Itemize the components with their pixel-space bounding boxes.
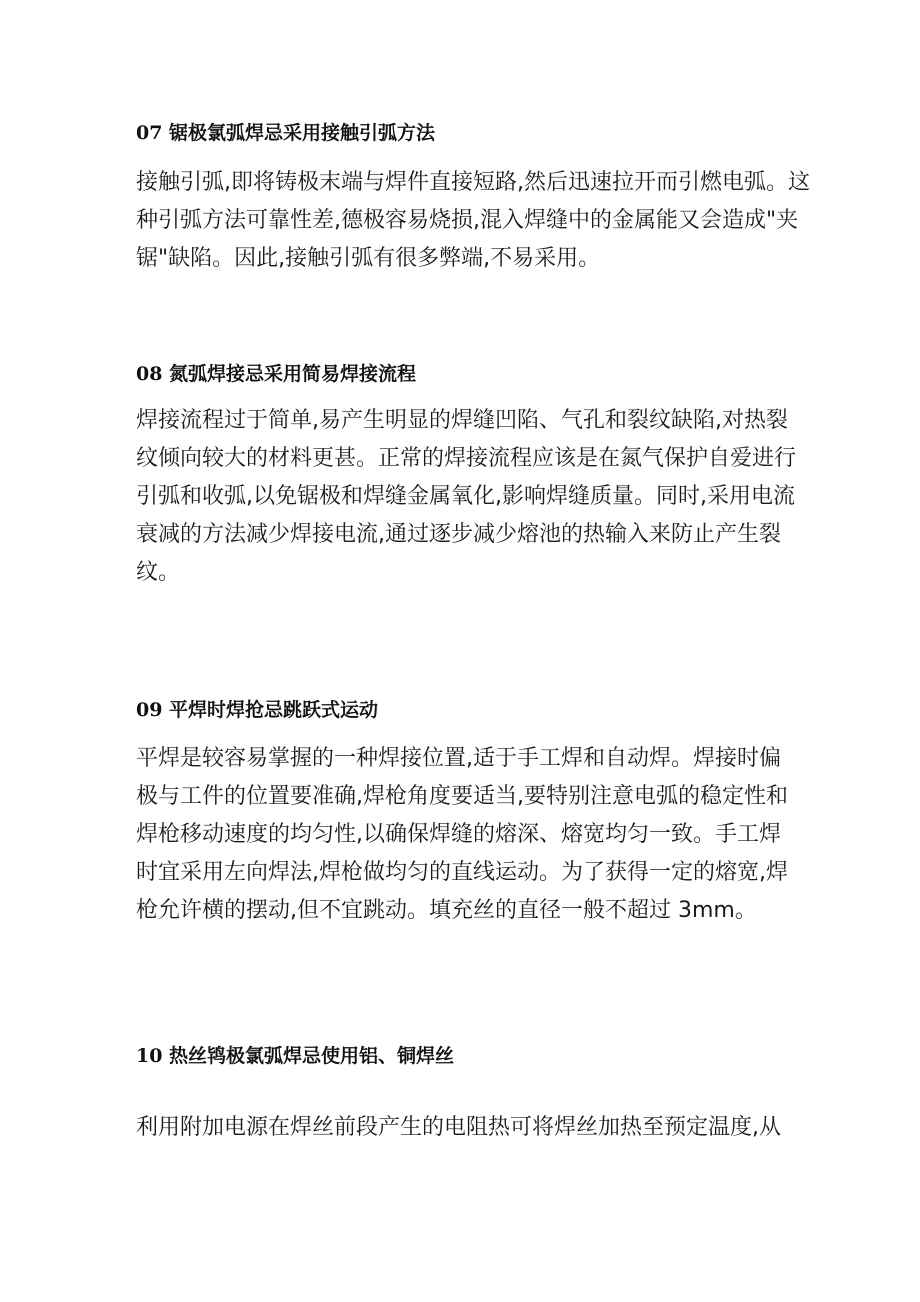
paragraph-line: 种引弧方法可靠性差,德极容易烧损,混入焊缝中的金属能又会造成"夹 [136, 208, 799, 233]
paragraph-line: 衰减的方法减少焊接电流,通过逐步减少熔池的热输入来防止产生裂 [136, 522, 781, 547]
paragraph-line: 引弧和收弧,以免锯极和焊缝金属氧化,影响焊缝质量。同时,采用电流 [136, 484, 795, 509]
section-paragraph-08 [136, 402, 797, 592]
section-heading-08: 08 氮弧焊接忌采用简易焊接流程 [136, 363, 417, 385]
section-paragraph-10 [136, 1109, 786, 1147]
section-heading-09: 09 平焊时焊抢忌跳跃式运动 [136, 699, 379, 721]
paragraph-line: 纹。 [136, 560, 181, 585]
paragraph-line: 焊接流程过于简单,易产生明显的焊缝凹陷、气孔和裂纹缺陷,对热裂 [136, 408, 788, 433]
section-heading-10: 10 热丝鸨极氯弧焊忌使用铝、铜焊丝 [136, 1045, 455, 1067]
paragraph-line: 接触引弧,即将铸极末端与焊件直接短路,然后迅速拉开而引燃电弧。这 [136, 170, 810, 195]
paragraph-line: 枪允许横的摆动,但不宜跳动。填充丝的直径一般不超过 3mm。 [136, 898, 757, 923]
paragraph-line: 锯"缺陷。因此,接触引弧有很多弊端,不易采用。 [136, 246, 601, 271]
paragraph-line: 利用附加电源在焊丝前段产生的电阻热可将焊丝加热至预定温度,从 [136, 1115, 781, 1140]
section-paragraph-07 [136, 164, 810, 278]
paragraph-line: 平焊是较容易掌握的一种焊接位置,适于手工焊和自动焊。焊接时偏 [136, 746, 781, 771]
section-heading-07: 07 锯极氯弧焊忌采用接触引弧方法 [136, 122, 436, 144]
paragraph-line: 时宜采用左向焊法,焊枪做均匀的直线运动。为了获得一定的熔宽,焊 [136, 860, 788, 885]
section-paragraph-09 [136, 740, 786, 930]
paragraph-line: 极与工件的位置要准确,焊枪角度要适当,要特别注意电弧的稳定性和 [136, 784, 788, 809]
paragraph-line: 纹倾向较大的材料更甚。正常的焊接流程应该是在氮气保护自爱进行 [136, 446, 797, 471]
paragraph-line: 焊枪移动速度的均匀性,以确保焊缝的熔深、熔宽均匀一致。手工焊 [136, 822, 781, 847]
